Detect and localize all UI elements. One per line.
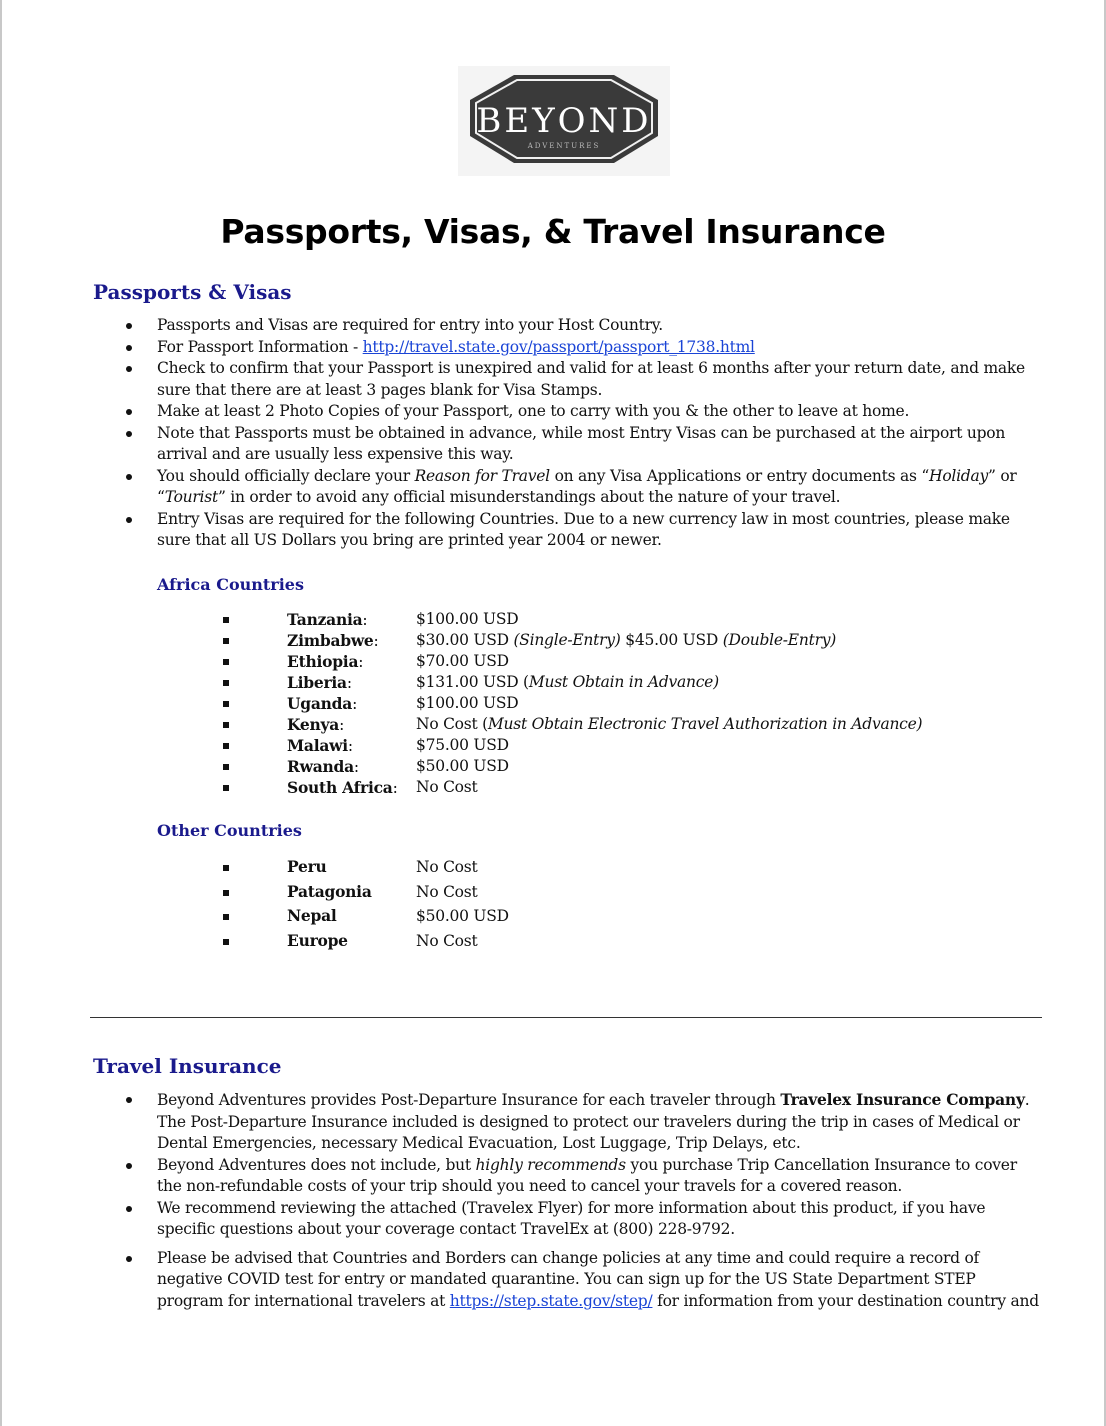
list-item (0, 1089, 1060, 1155)
country-row-nepal (0, 904, 1000, 929)
tourist-emphasis: Tourist (164, 488, 218, 506)
country-name: Europe (287, 931, 348, 951)
page-title: Passports, Visas, & Travel Insurance (220, 212, 886, 251)
visa-cost: $50.00 USD (416, 757, 509, 775)
section-heading-passports: Passports & Visas (93, 280, 292, 304)
square-bullet-icon (223, 680, 229, 686)
subheading-other: Other Countries (157, 821, 302, 840)
country-name: Kenya (287, 715, 340, 734)
country-row-south-africa: South Africa: No Cost (0, 777, 1000, 798)
country-row-malawi: Malawi: $75.00 USD (0, 735, 1000, 756)
square-bullet-icon (223, 785, 229, 791)
country-row-rwanda: Rwanda: $50.00 USD (0, 756, 1000, 777)
visa-note: Must Obtain in Advance) (528, 673, 719, 691)
passport-info-link[interactable]: http://travel.state.gov/passport/passport_1738.html (362, 337, 755, 356)
visa-note-2: (Double-Entry) (722, 631, 837, 649)
country-row-zimbabwe: Zimbabwe: $30.00 USD (Single-Entry) $45.00 USD (Double-Entry) (0, 630, 1000, 651)
passports-list (0, 315, 1060, 552)
square-bullet-icon (223, 701, 229, 707)
country-name: Peru (287, 857, 327, 876)
visa-note: Must Obtain Electronic Travel Authorization in Advance) (487, 715, 923, 733)
visa-cost: No Cost (416, 882, 478, 901)
list-item (0, 1155, 1060, 1198)
africa-country-list (0, 609, 1000, 798)
subheading-africa: Africa Countries (157, 575, 304, 594)
square-bullet-icon (223, 764, 229, 770)
visa-cost: $131.00 USD ( (416, 673, 529, 691)
beyond-adventures-logo (458, 66, 670, 176)
insurance-text: for information from your destination country and (652, 1291, 1039, 1310)
reason-text: ” in order to avoid any official misunderstandings about the nature of your travel. (217, 488, 841, 506)
list-item: Make at least 2 Photo Copies of your Passport, one to carry with you & the other to leave at home. (0, 401, 1060, 423)
visa-cost: No Cost (416, 858, 478, 876)
visa-cost: No Cost (416, 778, 478, 796)
reason-text: on any Visa Applications or entry documents as “ (549, 466, 930, 485)
country-name: Rwanda (287, 757, 354, 776)
list-item: Check to confirm that your Passport is unexpired and valid for at least 6 months after your return date, and make sure that there are at least 3 pages blank for Visa Stamps. (0, 358, 1060, 401)
country-row-uganda: Uganda: $100.00 USD (0, 693, 1000, 714)
visa-cost: $30.00 USD (416, 631, 514, 649)
country-name: Patagonia (287, 881, 372, 901)
country-name: Uganda (287, 694, 353, 713)
country-row-peru (0, 855, 1000, 880)
square-bullet-icon (223, 865, 229, 871)
country-name: Nepal (287, 906, 337, 926)
insurer-name: Travelex Insurance Company (780, 1090, 1025, 1109)
country-row-patagonia (0, 880, 1000, 905)
visa-cost: No Cost ( (416, 715, 488, 733)
country-row-ethiopia: Ethiopia: $70.00 USD (0, 651, 1000, 672)
country-name: Zimbabwe (287, 631, 374, 650)
reason-emphasis: Reason for Travel (414, 466, 550, 485)
reason-text: ” or “ (157, 466, 1017, 506)
visa-cost: $100.00 USD (416, 610, 519, 628)
visa-cost: No Cost (416, 932, 478, 951)
logo-badge-icon (458, 66, 670, 176)
insurance-text: Beyond Adventures provides Post-Departure Insurance for each traveler through (157, 1091, 781, 1109)
visa-note: (Single-Entry) (513, 631, 621, 649)
list-item: We recommend reviewing the attached (Travelex Flyer) for more information about this product, if you have specific questions about your coverage contact TravelEx at (800) 228-9792. (0, 1198, 1060, 1241)
square-bullet-icon (223, 617, 229, 623)
insurance-list (0, 1089, 1060, 1312)
square-bullet-icon (223, 659, 229, 665)
country-name: South Africa (287, 778, 393, 797)
recommend-emphasis: highly recommends (475, 1155, 626, 1174)
visa-cost: $100.00 USD (416, 694, 519, 712)
list-item: Entry Visas are required for the following Countries. Due to a new currency law in most countries, please make sure that all US Dollars you bring are printed year 2004 or newer. (0, 509, 1060, 552)
passport-info-label: For Passport Information - (157, 337, 363, 356)
insurance-text: . The Post-Departure Insurance included is designed to protect our travelers during the trip in cases of Medical or Dental Emergencies, necessary Medical Evacuation, Lost Luggage, Trip Delays, etc. (157, 1091, 1030, 1152)
insurance-text: Beyond Adventures does not include, but (157, 1155, 476, 1174)
list-item: Note that Passports must be obtained in advance, while most Entry Visas can be purchased at the airport upon arrival and are usually less expensive this way. (0, 423, 1060, 466)
country-row-kenya: Kenya: No Cost (Must Obtain Electronic Travel Authorization in Advance) (0, 714, 1000, 735)
insurance-text: Please be advised that Countries and Borders can change policies at any time and could require a record of negative COVID test for entry or mandated quarantine. You can sign up for the US State Department STEP program for international travelers at (157, 1248, 980, 1310)
list-item: Passports and Visas are required for entry into your Host Country. (0, 315, 1060, 337)
visa-cost: $75.00 USD (416, 736, 509, 754)
list-item (0, 1248, 1060, 1313)
section-heading-insurance: Travel Insurance (93, 1054, 282, 1078)
square-bullet-icon (223, 638, 229, 644)
square-bullet-icon (223, 743, 229, 749)
step-program-link[interactable]: https://step.state.gov/step/ (449, 1291, 653, 1310)
country-name: Ethiopia (287, 652, 359, 671)
logo-tagline: ADVENTURES (527, 142, 601, 150)
country-row-tanzania: Tanzania: $100.00 USD (0, 609, 1000, 630)
country-row-liberia: Liberia: $131.00 USD (Must Obtain in Advance) (0, 672, 1000, 693)
visa-cost-2: $45.00 USD (620, 631, 723, 649)
insurance-text: you purchase Trip Cancellation Insurance to cover the non-refundable costs of your trip should you need to cancel your travels for a covered reason. (157, 1155, 1017, 1195)
visa-cost: $70.00 USD (416, 652, 509, 670)
square-bullet-icon (223, 722, 229, 728)
country-row-europe (0, 929, 1000, 954)
country-name: Malawi (287, 736, 348, 755)
logo-wordmark: BEYOND (476, 101, 652, 141)
other-country-list (0, 855, 1000, 954)
list-item (0, 466, 1060, 509)
section-divider (90, 1017, 1042, 1018)
holiday-emphasis: Holiday (929, 466, 988, 485)
square-bullet-icon (223, 914, 229, 920)
country-name: Tanzania (287, 610, 363, 629)
square-bullet-icon (223, 890, 229, 896)
reason-text: You should officially declare your (157, 466, 415, 485)
country-name: Liberia (287, 673, 347, 692)
visa-cost: $50.00 USD (416, 907, 509, 926)
list-item (0, 337, 1060, 359)
square-bullet-icon (223, 939, 229, 945)
